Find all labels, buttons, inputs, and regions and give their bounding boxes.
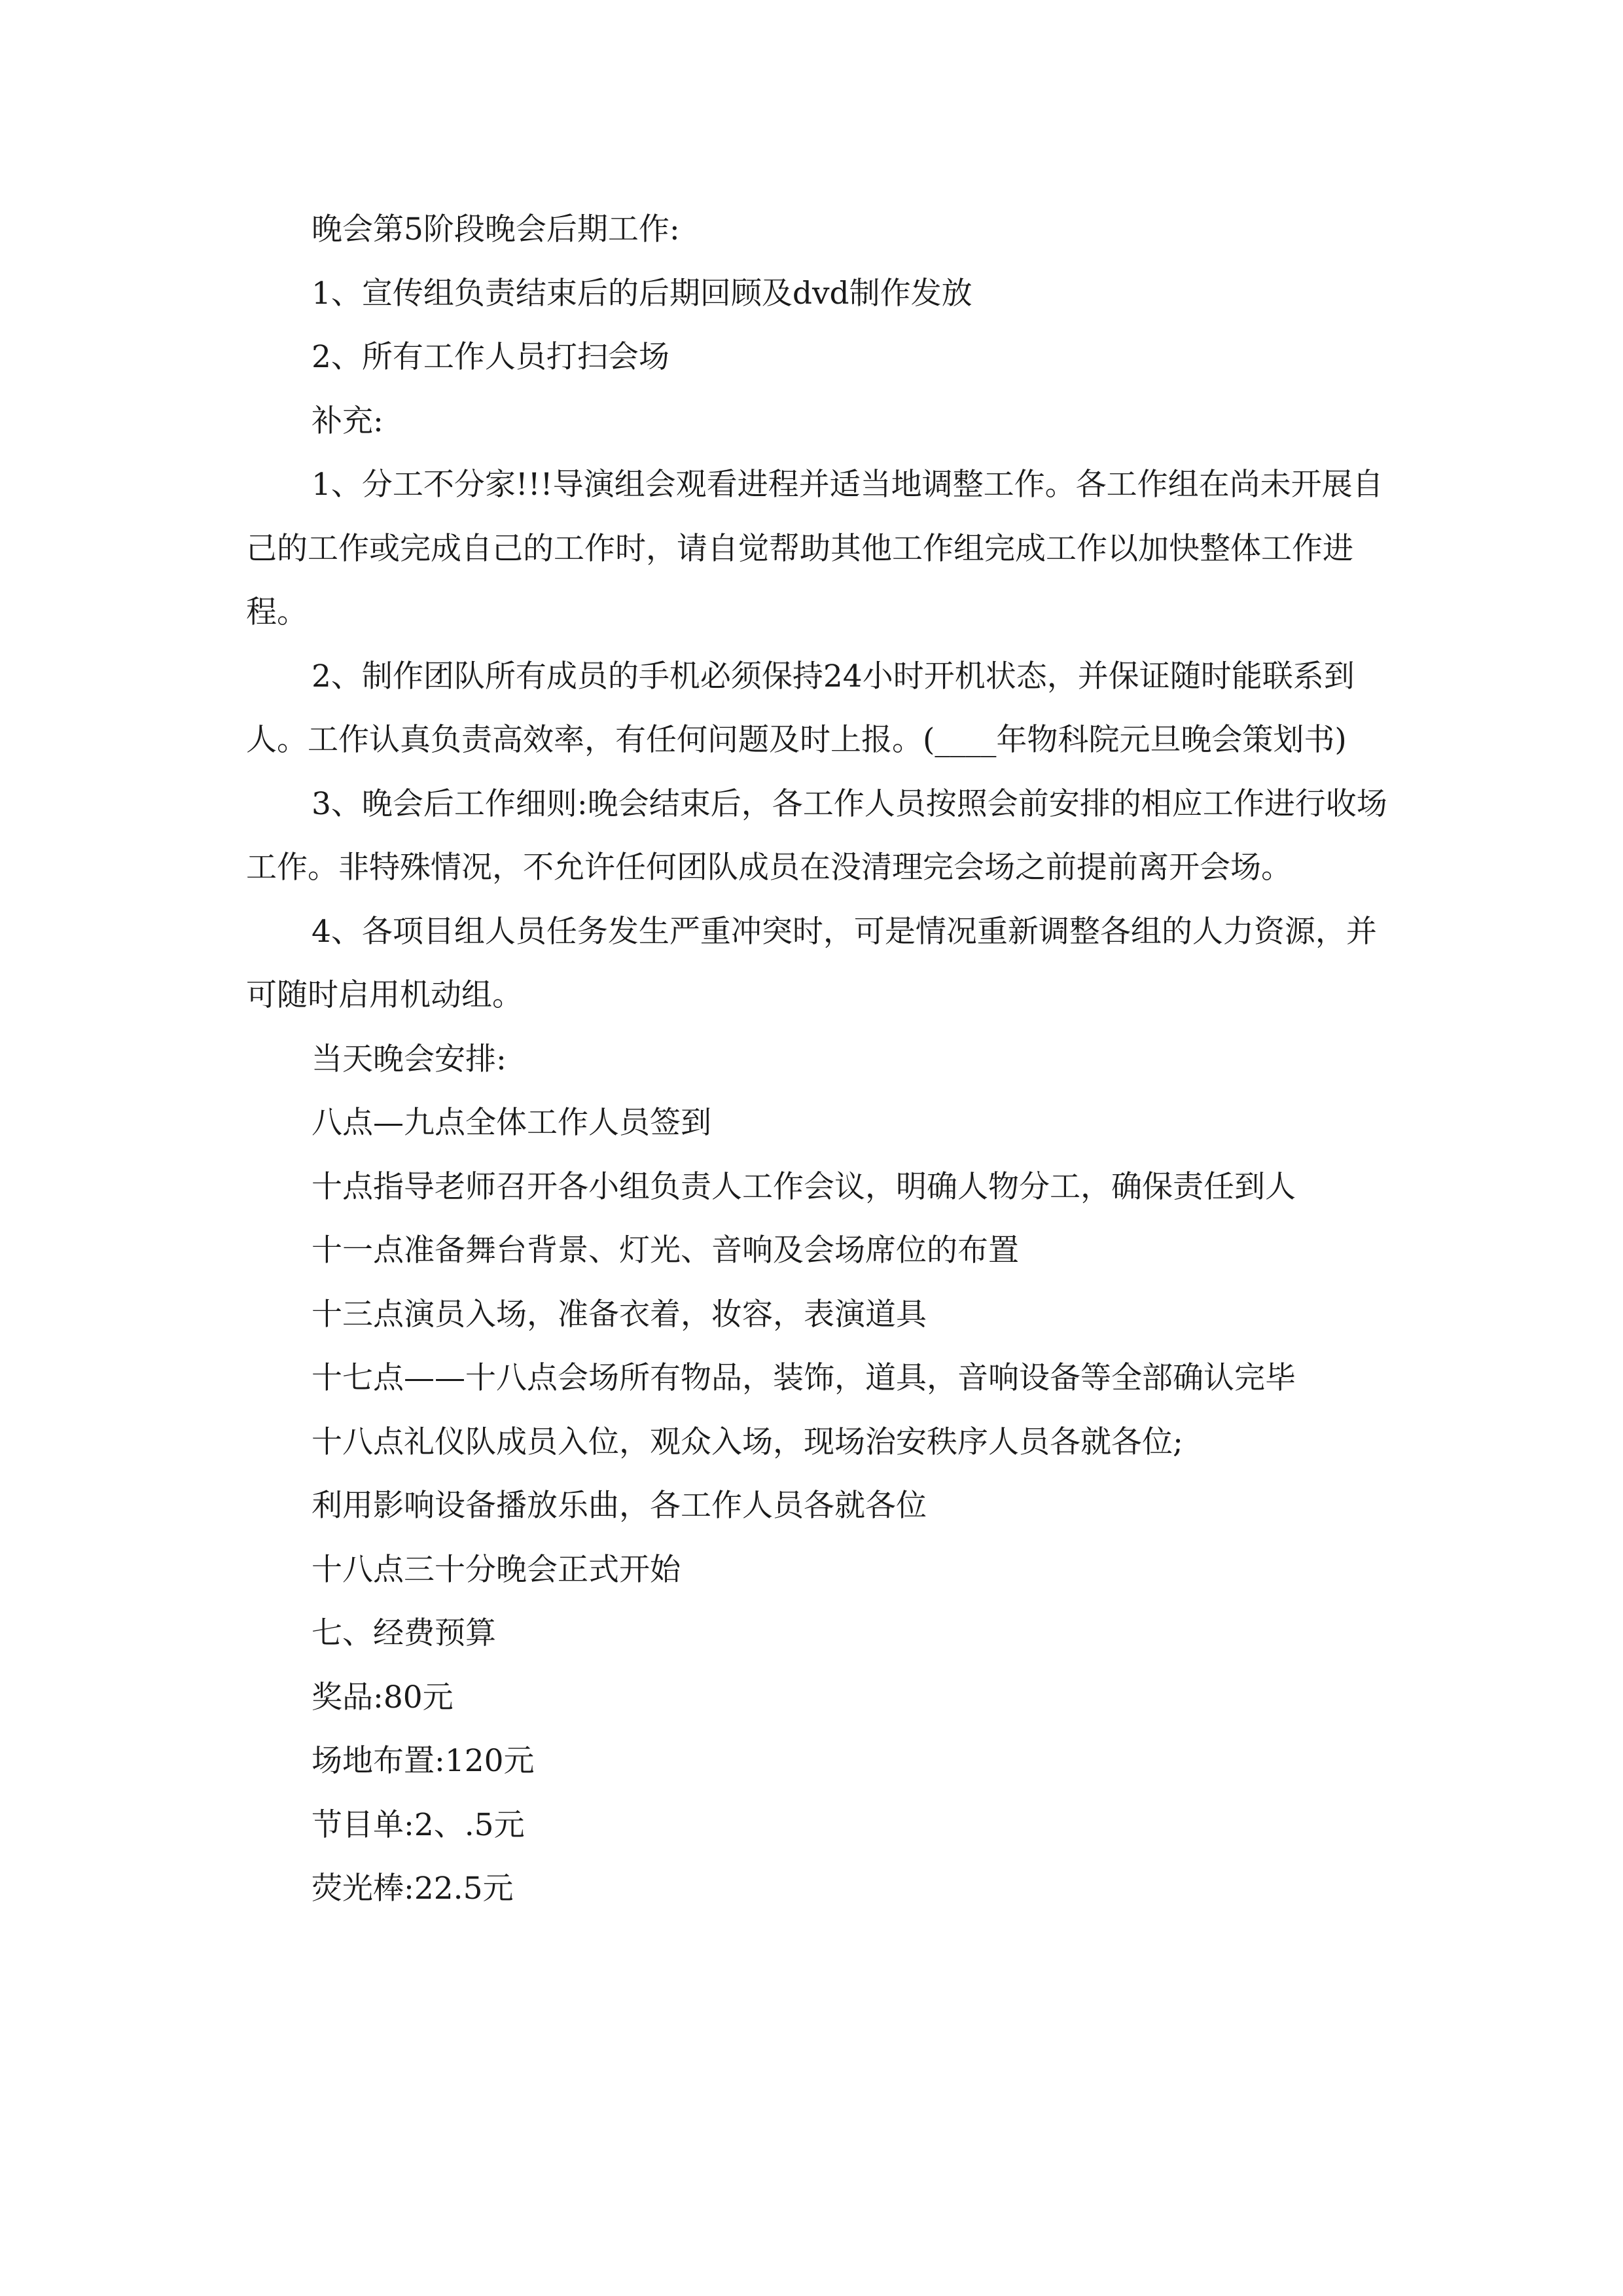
paragraph-budget-title: 七、经费预算 [312, 1615, 496, 1651]
paragraph-phase5-item-1: 1、宣传组负责结束后的后期回顾及dvd制作发放 [312, 275, 972, 312]
paragraph-budget-item: 场地布置:120元 [312, 1743, 535, 1779]
paragraph-supplement-2: 2、制作团队所有成员的手机必须保持24小时开机状态，并保证随时能联系到人。工作认真负责高效率，有任何问题及时上报。(____年物科院元旦晚会策划书) [246, 658, 1355, 758]
paragraph-supplement-1: 1、分工不分家!!!导演组会观看进程并适当地调整工作。各工作组在尚未开展自己的工作或完成自己的工作时，请自觉帮助其他工作组完成工作以加快整体工作进程。 [246, 467, 1383, 630]
paragraph-schedule-item: 十点指导老师召开各小组负责人工作会议，明确人物分工，确保责任到人 [312, 1168, 1296, 1205]
paragraph-schedule-item: 十八点三十分晚会正式开始 [312, 1551, 681, 1588]
paragraph-supplement-title: 补充: [312, 403, 383, 439]
paragraph-phase5-title: 晚会第5阶段晚会后期工作: [312, 211, 680, 247]
paragraph-phase5-item-2: 2、所有工作人员打扫会场 [312, 339, 669, 375]
paragraph-supplement-4: 4、各项目组人员任务发生严重冲突时，可是情况重新调整各组的人力资源，并可随时启用机动组。 [246, 913, 1377, 1013]
paragraph-schedule-item: 十三点演员入场，准备衣着，妆容，表演道具 [312, 1296, 927, 1333]
document-body [246, 198, 1394, 1921]
paragraph-schedule-item: 十七点——十八点会场所有物品，装饰，道具，音响设备等全部确认完毕 [312, 1360, 1296, 1396]
paragraph-schedule-item: 十一点准备舞台背景、灯光、音响及会场席位的布置 [312, 1232, 1019, 1268]
paragraph-budget-item: 节目单:2、.5元 [312, 1806, 525, 1843]
paragraph-schedule-title: 当天晚会安排: [312, 1041, 507, 1077]
paragraph-budget-item: 荧光棒:22.5元 [312, 1871, 514, 1907]
paragraph-schedule-item: 十八点礼仪队成员入位，观众入场，现场治安秩序人员各就各位; [312, 1424, 1183, 1460]
paragraph-schedule-item: 八点—九点全体工作人员签到 [312, 1105, 711, 1141]
paragraph-supplement-3: 3、晚会后工作细则:晚会结束后，各工作人员按照会前安排的相应工作进行收场工作。非特殊情况，不允许任何团队成员在没清理完会场之前提前离开会场。 [246, 785, 1387, 886]
paragraph-schedule-item: 利用影响设备播放乐曲，各工作人员各就各位 [312, 1488, 927, 1524]
paragraph-budget-item: 奖品:80元 [312, 1679, 454, 1715]
